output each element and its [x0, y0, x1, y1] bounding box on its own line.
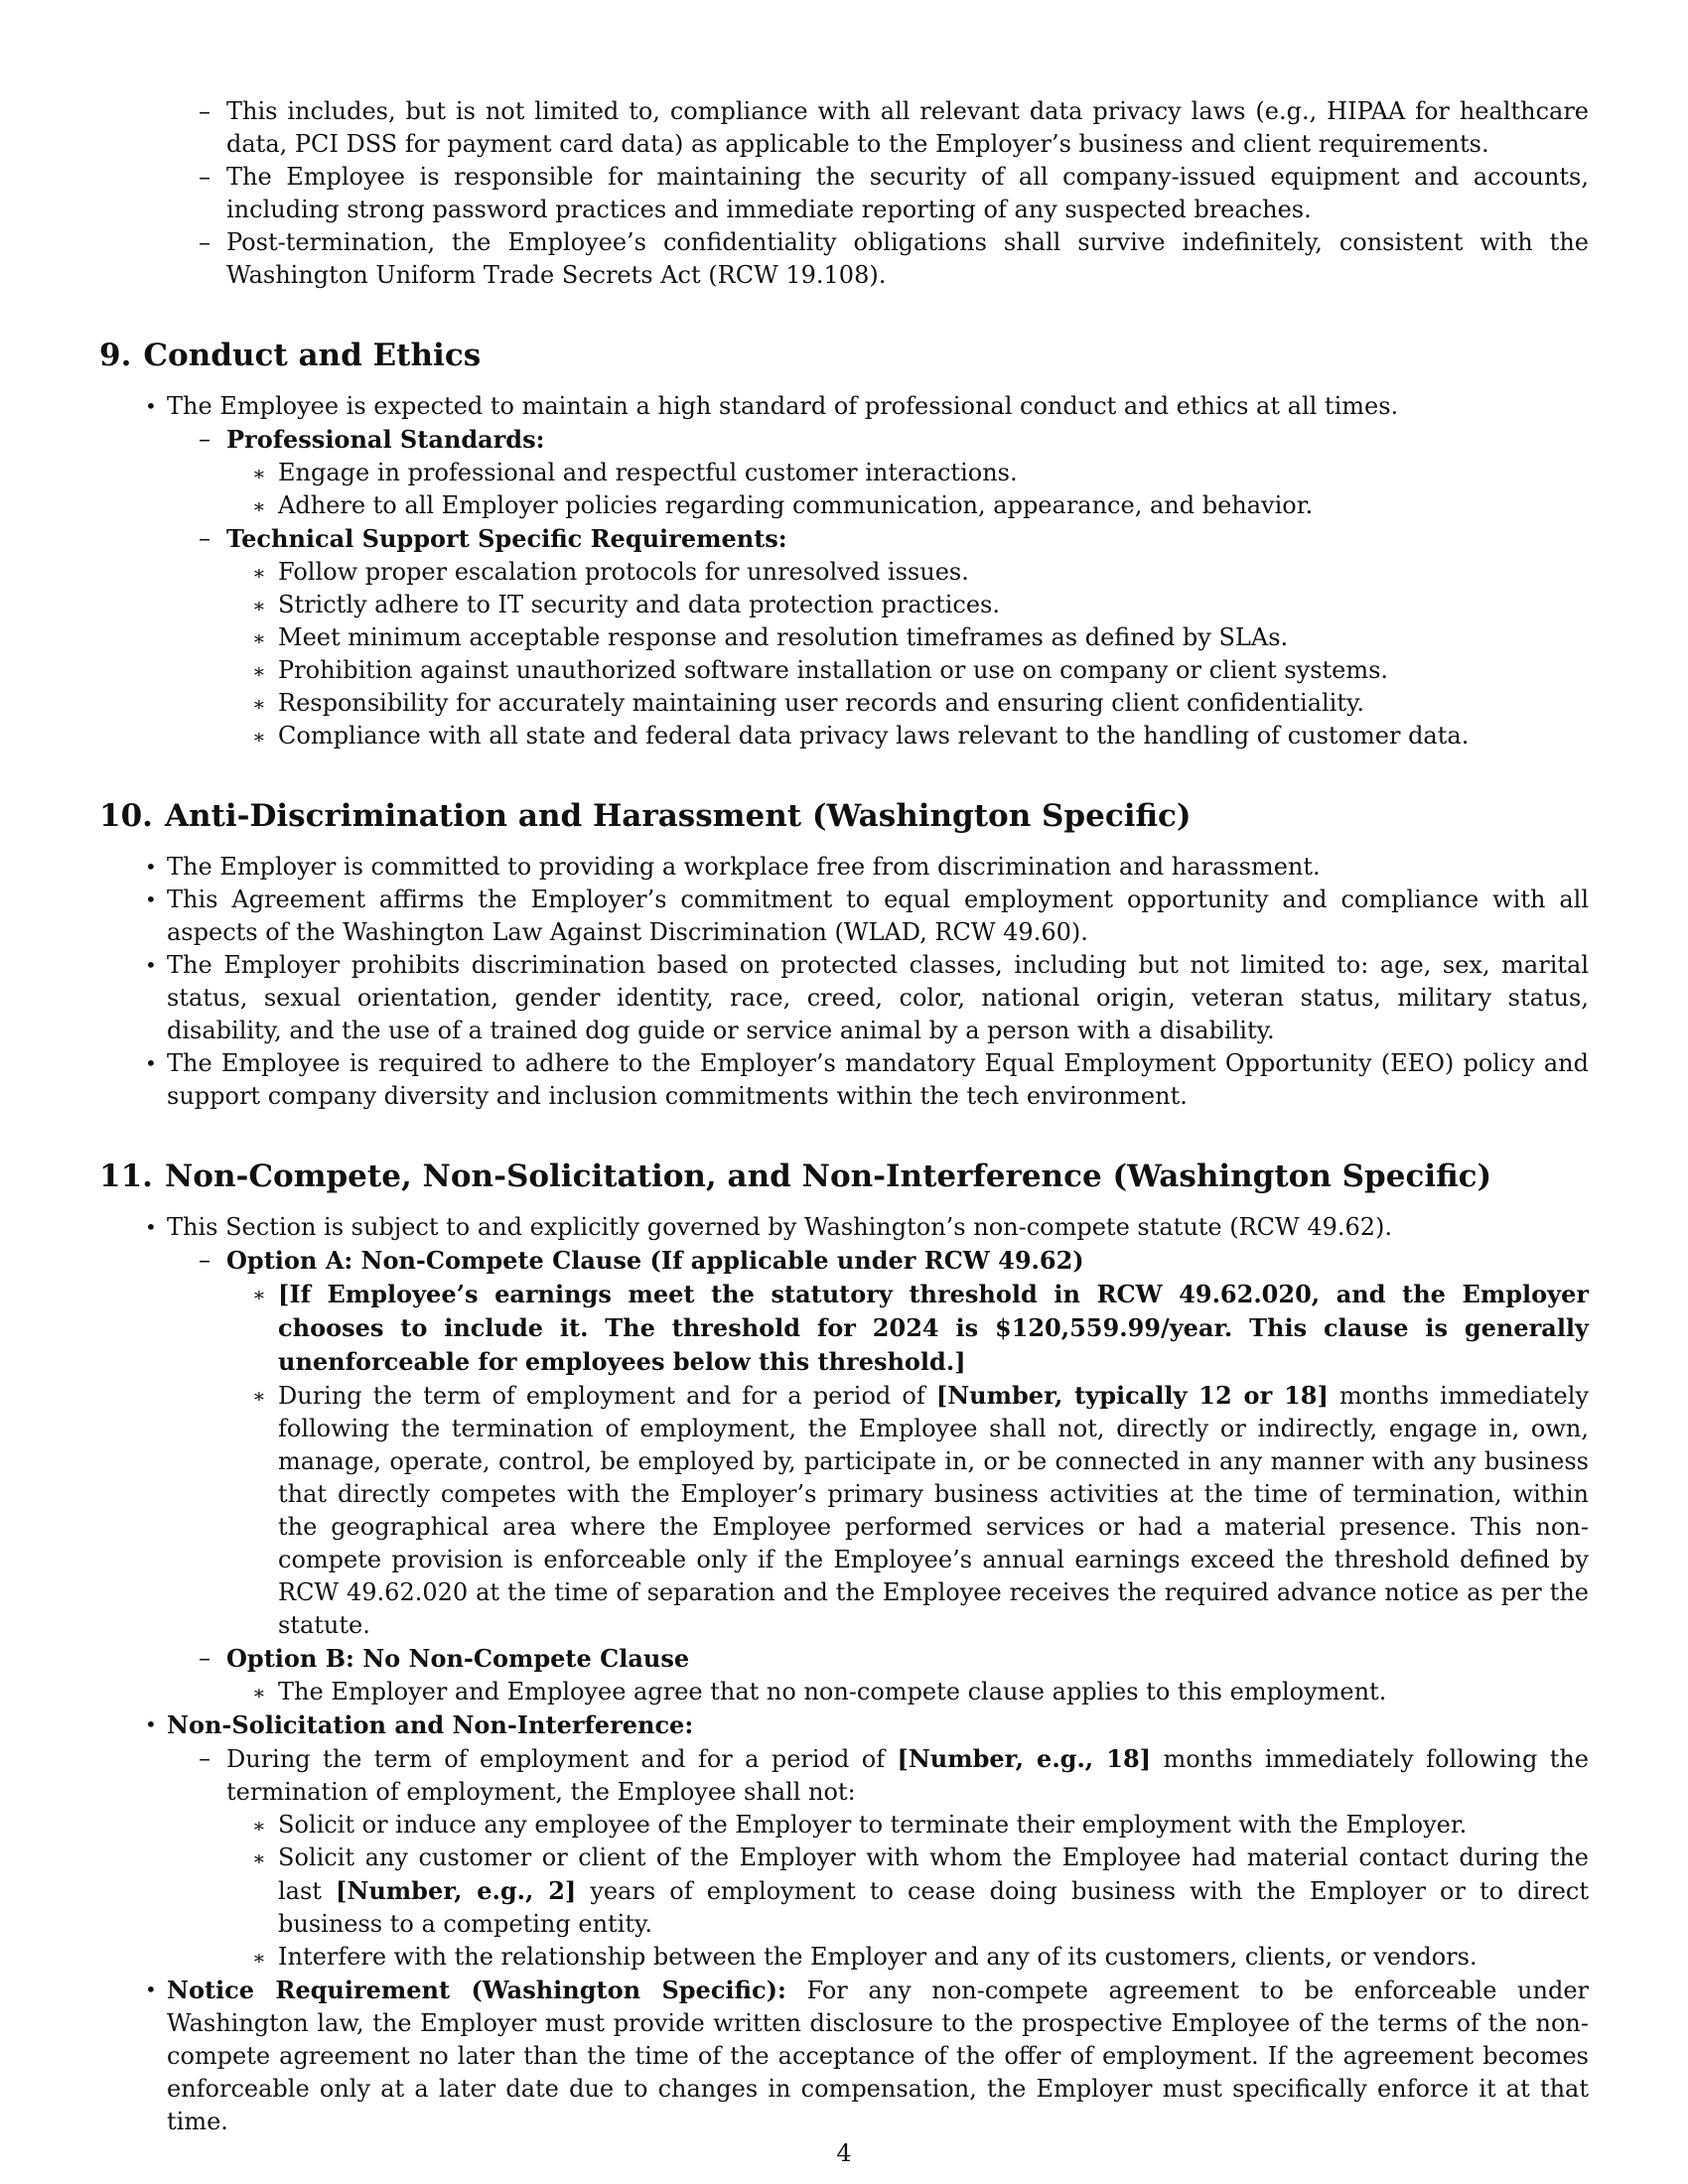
- list-item: ∗ Responsibility for accurately maintaining user records and ensuring client confidentiality.: [252, 689, 1365, 717]
- list-item: – During the term of employment and for a period of [Number, e.g., 18] months immediately following the termination of employment, the Employee shall not:: [199, 1744, 1589, 1806]
- list-item: • This Section is subject to and explicitly governed by Washington’s non-compete statute (RCW 49.62).: [145, 1213, 1393, 1241]
- list-item: – This includes, but is not limited to, compliance with all relevant data privacy laws (e.g., HIPAA for healthcare data, PCI DSS for payment card data) as applicable to the Employer’s business and client requirements.: [199, 97, 1589, 158]
- list-item: ∗ Meet minimum acceptable response and resolution timeframes as defined by SLAs.: [252, 623, 1289, 651]
- page-number: 4: [836, 2139, 852, 2167]
- list-item: ∗ Engage in professional and respectful customer interactions.: [252, 459, 1018, 486]
- list-item: ∗ Adhere to all Employer policies regarding communication, appearance, and behavior.: [252, 491, 1314, 519]
- list-item: • This Agreement affirms the Employer’s commitment to equal employment opportunity and compliance with all aspects of the Washington Law Against Discrimination (WLAD, RCW 49.60).: [145, 886, 1589, 946]
- section-11-heading: 11. Non-Compete, Non-Solicitation, and Non-Interference (Washington Specific): [99, 1159, 1492, 1194]
- list-item: • The Employee is expected to maintain a high standard of professional conduct and ethics at all times.: [145, 392, 1399, 420]
- list-item: ∗ [If Employee’s earnings meet the statutory threshold in RCW 49.62.020, and the Employer chooses to include it. The threshold for 2024 is $120,559.99/year. This clause is generally unenforceable for employees below this threshold.]: [252, 1280, 1589, 1376]
- list-item: ∗ Solicit or induce any employee of the Employer to terminate their employment with the Employer.: [252, 1811, 1468, 1839]
- list-item: • The Employer is committed to providing a workplace free from discrimination and harassment.: [145, 853, 1321, 881]
- list-item: • Non-Solicitation and Non-Interference:: [145, 1710, 694, 1739]
- section-10-heading: 10. Anti-Discrimination and Harassment (Washington Specific): [99, 798, 1192, 834]
- list-item: – The Employee is responsible for maintaining the security of all company-issued equipment and accounts, including strong password practices and immediate reporting of any suspected breaches.: [199, 163, 1589, 223]
- list-item: – Technical Support Specific Requirements:: [199, 524, 787, 553]
- list-item: – Option B: No Non-Compete Clause: [199, 1644, 690, 1673]
- list-item: ∗ Prohibition against unauthorized software installation or use on company or client systems.: [252, 656, 1389, 684]
- section-9-heading: 9. Conduct and Ethics: [99, 338, 482, 373]
- list-item: ∗ The Employer and Employee agree that no non-compete clause applies to this employment.: [252, 1678, 1387, 1706]
- list-item: – Option A: Non-Compete Clause (If applicable under RCW 49.62): [199, 1246, 1084, 1275]
- list-item: ∗ Follow proper escalation protocols for unresolved issues.: [252, 558, 969, 586]
- list-item: • The Employer prohibits discrimination based on protected classes, including but not limited to: age, sex, marital status, sexual orientation, gender identity, race, creed, color, national origin, veteran status, military status, disability, and the use of a trained dog guide or service animal by a person with a disability.: [145, 951, 1589, 1044]
- list-item: ∗ During the term of employment and for a period of [Number, typically 12 or 18] months immediately following the termination of employment, the Employee shall not, directly or indirectly, engage in, own, manage, operate, control, be employed by, participate in, or be connected in any manner with any business that directly competes with the Employer’s primary business activities at the time of termination, within the geographical area where the Employee performed services or had a material presence. This non-compete provision is enforceable only if the Employee’s annual earnings exceed the threshold defined by RCW 49.62.020 at the time of separation and the Employee receives the required advance notice as per the statute.: [252, 1381, 1589, 1639]
- list-item: • Notice Requirement (Washington Specific): For any non-compete agreement to be enforceable under Washington law, the Employer must provide written disclosure to the prospective Employee of the terms of the non-compete agreement no later than the time of the acceptance of the offer of employment. If the agreement becomes enforceable only at a later date due to changes in compensation, the Employer must specifically enforce it at that time.: [145, 1976, 1589, 2135]
- page-content: [99, 95, 1589, 2138]
- list-item: ∗ Interfere with the relationship between the Employer and any of its customers, clients, or vendors.: [252, 1943, 1477, 1971]
- list-item: – Post-termination, the Employee’s confidentiality obligations shall survive indefinitely, consistent with the Washington Uniform Trade Secrets Act (RCW 19.108).: [199, 228, 1589, 289]
- list-item: – Professional Standards:: [199, 425, 545, 454]
- list-item: ∗ Solicit any customer or client of the Employer with whom the Employee had material contact during the last [Number, e.g., 2] years of employment to cease doing business with the Employer or to direct business to a competing entity.: [252, 1843, 1590, 1938]
- list-item: ∗ Strictly adhere to IT security and data protection practices.: [252, 591, 1000, 618]
- list-item: • The Employee is required to adhere to the Employer’s mandatory Equal Employment Opportunity (EEO) policy and support company diversity and inclusion commitments within the tech environment.: [145, 1049, 1589, 1110]
- list-item: ∗ Compliance with all state and federal data privacy laws relevant to the handling of customer data.: [252, 722, 1470, 750]
